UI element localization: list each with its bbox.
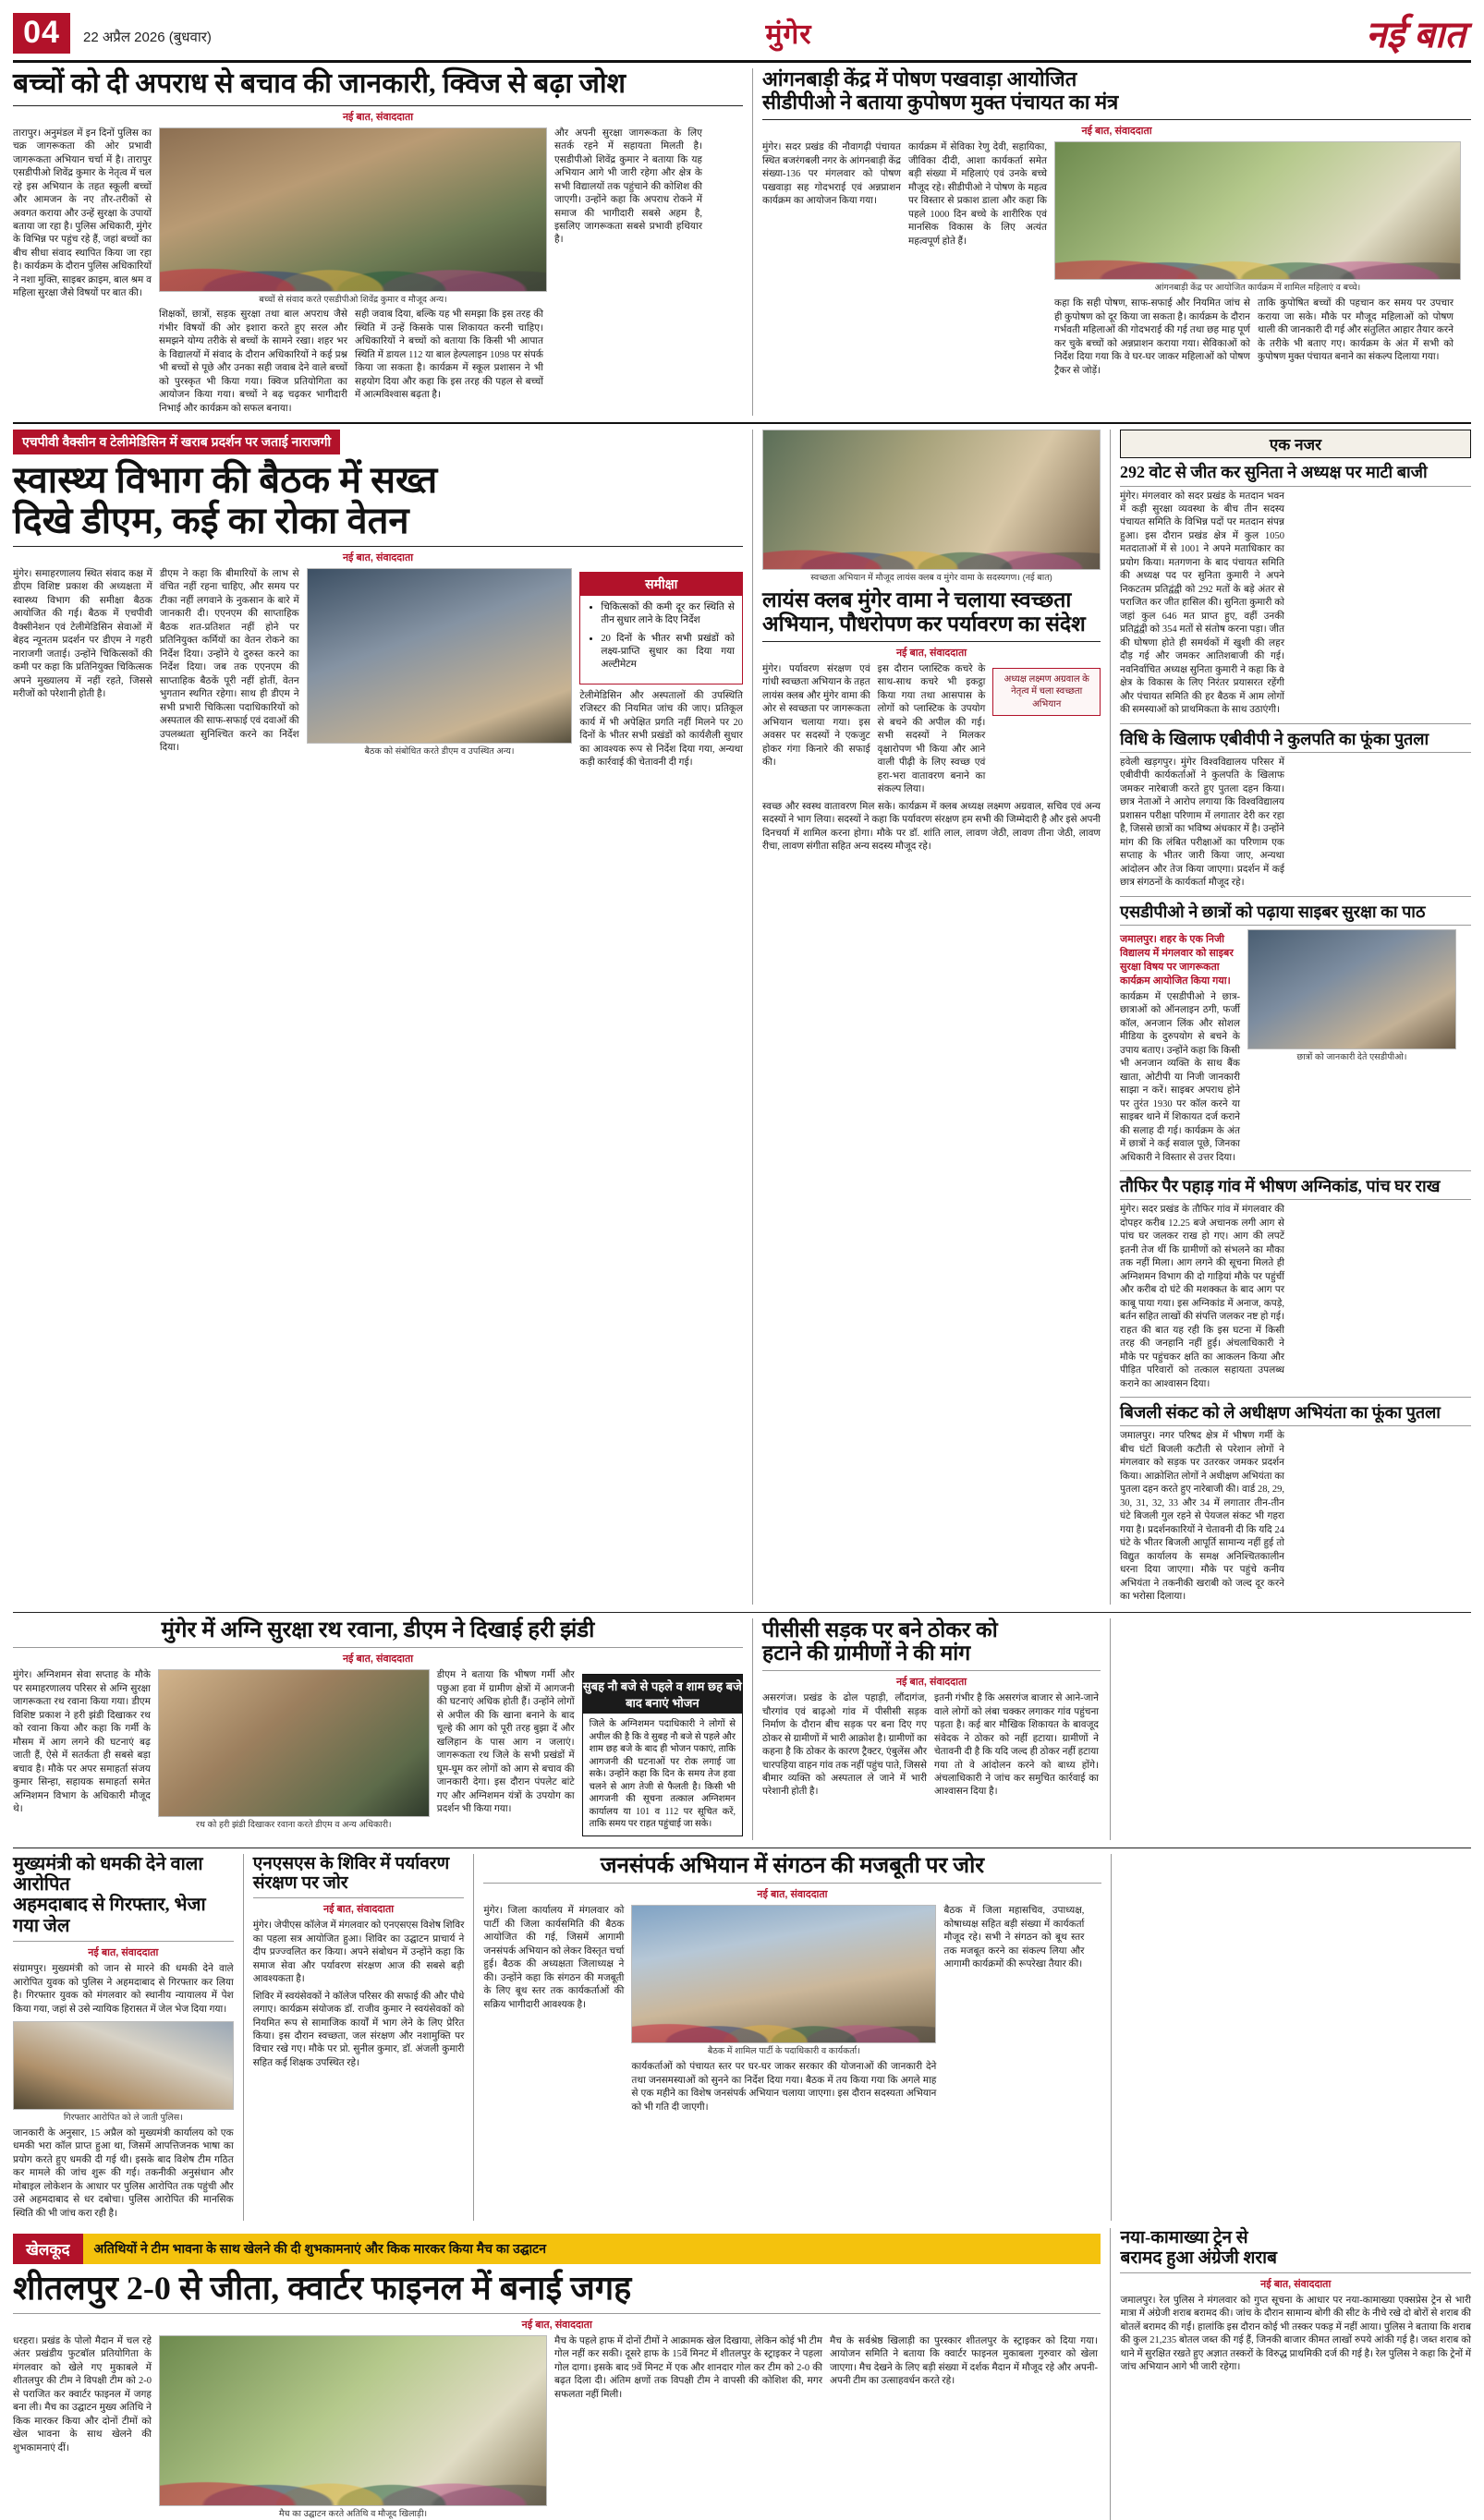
review-box: [579, 572, 743, 685]
review-item: • चिकित्सकों की कमी दूर कर स्थिति से तीन सुधार लाने के दिए निर्देश: [601, 601, 735, 627]
photo-caption: गिरफ्तार आरोपित को ले जाती पुलिस।: [63, 2113, 183, 2124]
pull-quote: अध्यक्ष लक्ष्मण अग्रवाल के नेतृत्व में चला स्वच्छता अभियान: [992, 668, 1101, 717]
photo-credit: (नई बात): [1022, 573, 1052, 584]
article-text: बैठक में जिला महासचिव, उपाध्यक्ष, कोषाध्यक्ष सहित बड़ी संख्या में कार्यकर्ता मौजूद रहे। सभी ने संगठन को बूथ स्तर तक मजबूत करने का संकल्प लिया और आगामी कार्यक्रमों की रूपरेखा तैयार की।: [943, 1906, 1085, 1970]
kicker: एचपीवी वैक्सीन व टेलीमेडिसिन में खराब प्रदर्शन पर जताई नाराजगी: [13, 430, 340, 454]
article-photo: [1054, 141, 1461, 280]
review-box-title: समीक्षा: [580, 573, 742, 596]
middle-section: [13, 430, 1471, 1604]
headline: मुंगेर में अग्नि सुरक्षा रथ रवाना, डीएम ने दिखाई हरी झंडी: [161, 1617, 595, 1642]
article-text: डीएम ने कहा कि बीमारियों के लाभ से वंचित नहीं रहना चाहिए, और समय पर टीका नहीं लगवाने के नुकसान के बारे में जानकारी दी। एएनएम की साप्ताहिक बैठक शत-प्रतिशत नहीं होने पर प्रतिनियुक्त कर्मियों का वेतन रोकने का निर्देश दिया। उन्होंने ये दुरुस्त करने का निर्देश दिया। जब तक एएनएम की साप्ताहिक बैठकें पूरी नहीं होतीं, वेतन भुगतान स्थगित रहेगा। साथ ही डीएम ने सभी प्रभारी चिकित्सा पदाधिकारियों को अस्पताल की साफ-सफाई एवं दवाओं की उपलब्धता सुनिश्चित करने का निर्देश दिया।: [159, 568, 299, 754]
caption-text: स्वच्छता अभियान में मौजूद लायंस क्लब व मुंगेर वामा के सदस्यगण।: [810, 573, 1020, 584]
byline: नई बात, संवाददाता: [521, 2319, 592, 2331]
column-ek-nazar: [1111, 430, 1471, 1604]
top-section: [13, 68, 1471, 416]
sports-and-misc-section: [13, 2228, 1471, 2519]
article-text-continued: [1120, 1618, 1471, 1840]
byline: नई बात, संवाददाता: [322, 1904, 395, 1916]
article-fire-safety-rath: [13, 1618, 752, 1840]
article-text: इस दौरान प्लास्टिक कचरे के साथ-साथ कचरे भी इकट्ठा किया गया तथा आसपास के लोगों को प्लास्टिक के उपयोग से बचने की अपील की गई। सभी सदस्यों ने मिलकर वृक्षारोपण भी किया और आने वाली पीढ़ी के लिए स्वच्छ एवं हरा-भरा वातावरण बनाने का संकल्प लिया।: [877, 663, 986, 795]
article-text: जमालपुर। नगर परिषद क्षेत्र में भीषण गर्मी के बीच घंटों बिजली कटौती से परेशान लोगों ने मंगलवार को सड़क पर उतरकर जमकर प्रदर्शन किया। आक्रोशित लोगों ने अधीक्षण अभियंता का पुतला दहन करते हुए नारेबाजी की। वार्ड 28, 29, 30, 31, 32, 33 और 34 में लगातार तीन-तीन घंटे बिजली गुल रहने से पेयजल संकट भी गहरा गया है। प्रदर्शनकारियों ने चेतावनी दी कि यदि 24 घंटे के भीतर बिजली आपूर्ति सामान्य नहीं हुई तो विद्युत कार्यालय के समक्ष अनिश्चितकालीन धरना दिया जाएगा। मौके पर पहुंचे कनीय अभियंता ने तकनीकी खराबी को जल्द दूर करने का भरोसा दिलाया।: [1120, 1431, 1284, 1603]
article-text-continued: [1292, 757, 1456, 890]
article-photo: [159, 127, 547, 292]
article-text: असरगंज। प्रखंड के ढोल पहाड़ी, लौंदागंज, चौरगांव एवं बाढ़ओ गांव में पीसीसी सड़क निर्माण के दौरान बीच सड़क पर बना दिए गए ठोकर से ग्रामीणों में भारी आक्रोश है। ग्रामीणों का कहना है कि ठोकर के कारण ट्रैक्टर, एंबुलेंस और चारपहिया वाहन गांव तक नहीं पहुंच पाते, जिससे बीमार व्यक्ति को अस्पताल ले जाने में भारी परेशानी होती है।: [762, 1693, 927, 1798]
article-text: मैच के सर्वश्रेष्ठ खिलाड़ी का पुरस्कार शीतलपुर के स्ट्राइकर को दिया गया। आयोजन समिति ने बताया कि क्वार्टर फाइनल मुकाबला गुरुवार को खेला जाएगा। मैच देखने के लिए बड़ी संख्या में दर्शक मैदान में मौजूद रहे और अपनी-अपनी टीम का उत्साहवर्धन करते रहे।: [830, 2335, 1098, 2387]
publication-date: 22 अप्रैल 2026 (बुधवार): [83, 29, 212, 45]
article-jansampark: [474, 1854, 1111, 2222]
article-photo: [13, 2021, 234, 2110]
article-text: मैच के पहले हाफ में दोनों टीमों ने आक्रामक खेल दिखाया, लेकिन कोई भी टीम गोल नहीं कर सकी। दूसरे हाफ के 15वें मिनट में शीतलपुर के स्ट्राइकर ने पहला गोल दागा। इसके बाद 9वें मिनट में एक और शानदार गोल कर टीम को 2-0 की बढ़त दिला दी। अंतिम क्षणों तक विपक्षी टीम ने वापसी की कोशिश की, मगर सफलता नहीं मिली।: [554, 2335, 822, 2400]
article-photo: [631, 1905, 936, 2043]
article-text: मुंगेर। सदर प्रखंड के तौफिर गांव में मंगलवार की दोपहर करीब 12.25 बजे अचानक लगी आग से पांच घर जलकर राख हो गए। आग की लपटें इतनी तेज थीं कि ग्रामीणों को संभलने का मौका तक नहीं मिला। आग लगने की सूचना मिलते ही अग्निशमन विभाग की दो गाड़ियां मौके पर पहुंचीं और करीब दो घंटे की मशक्कत के बाद आग पर काबू पाया गया। इस अग्निकांड में अनाज, कपड़े, बर्तन सहित लाखों की संपत्ति जलकर नष्ट हो गई। राहत की बात यह रही कि इस घटना में किसी तरह की जनहानि नहीं हुई। अंचलाधिकारी ने मौके पर पहुंचकर क्षति का आकलन किया और पीड़ित परिवारों को तत्काल सहायता उपलब्ध कराने का आश्वासन दिया।: [1120, 1205, 1284, 1389]
article-text: और अपनी सुरक्षा जागरूकता के लिए सतर्क रहने में सहायता मिलती है। एसडीपीओ शिवेंद्र कुमार ने बताया कि यह अभियान आगे भी जारी रहेगा और क्षेत्र के सभी विद्यालयों तक पहुंचाने की कोशिश की जाएगी। उन्होंने कहा कि अपराध रोकने में समाज की भागीदारी सबसे अहम है, इसलिए जागरूकता सबसे प्रभावी हथियार है।: [554, 127, 702, 246]
masthead: [13, 11, 1471, 63]
headline-line-1: लायंस क्लब मुंगेर वामा ने चलाया स्वच्छता: [762, 588, 1072, 612]
byline: नई बात, संवाददाता: [895, 1677, 967, 1689]
edition-name: मुंगेर: [765, 19, 812, 50]
headline-line-1: स्वास्थ्य विभाग की बैठक में सख्त: [13, 459, 438, 502]
dateline: जमालपुर। शहर के एक निजी विद्यालय में मंगलवार को साइबर सुरक्षा विषय पर जागरूकता कार्यक्रम आयोजित किया गया।: [1120, 933, 1234, 987]
article-text-continued: [1292, 1204, 1456, 1391]
article-text-continued: [1292, 1430, 1456, 1604]
headline: बिजली संकट को ले अधीक्षण अभियंता का फूंका पुतला: [1120, 1403, 1441, 1423]
headline-line-1: नया-कामाख्या ट्रेन से: [1120, 2228, 1248, 2248]
article-photo: [1247, 929, 1456, 1049]
article-sports: [13, 2228, 1111, 2519]
fire-and-road-section: [13, 1612, 1471, 1840]
article-text: मुंगेर। सदर प्रखंड की नौवागढ़ी पंचायत स्थित बजरंगबली नगर के आंगनबाड़ी केंद्र संख्या-136 पर मंगलवार को पोषण पखवाड़ा सह गोदभराई एवं अन्नप्राशन कार्यक्रम का आयोजन किया गया।: [762, 142, 901, 207]
ek-nazar-spill-2: [1112, 1854, 1472, 2222]
photo-caption: आंगनबाड़ी केंद्र पर आयोजित कार्यक्रम में शामिल महिलाएं व बच्चे।: [1154, 283, 1361, 294]
ek-nazar-spill: [1111, 1618, 1471, 1840]
article-text: ताकि कुपोषित बच्चों की पहचान कर समय पर उपचार कराया जा सके। मौके पर मौजूद महिलाओं को पोषण थाली की जानकारी दी गई और संतुलित आहार तैयार करने के तरीके भी बताए गए। कार्यक्रम के अंत में सभी को कुपोषण मुक्त पंचायत बनाने का संकल्प दिलाया गया।: [1258, 298, 1454, 363]
byline: नई बात, संवाददाता: [895, 647, 967, 659]
article-lions-club: [752, 430, 1111, 1604]
article-pcc-road: [752, 1618, 1111, 1840]
photo-caption: रथ को हरी झंडी दिखाकर रवाना करते डीएम व अन्य अधिकारी।: [195, 1820, 392, 1831]
article-photo: [762, 430, 1101, 570]
photo-caption: बच्चों से संवाद करते एसडीपीओ शिवेंद्र कुमार व मौजूद अन्य।: [259, 294, 447, 305]
article-cm-threat: [13, 1854, 244, 2222]
byline: नई बात, संवाददाता: [757, 1889, 828, 1901]
headline-line-2: हटाने की ग्रामीणों ने की मांग: [762, 1642, 971, 1666]
article-text: हवेली खड़गपुर। मुंगेर विश्वविद्यालय परिसर में एबीवीपी कार्यकर्ताओं ने कुलपति के खिलाफ जमकर नारेबाजी करते हुए पुतला दहन किया। छात्र नेताओं ने आरोप लगाया कि विश्वविद्यालय प्रशासन परीक्षा परिणाम में लगातार देरी कर रहा है, जिससे छात्रों का भविष्य अंधकार में है। उन्होंने मांग की कि लंबित परीक्षाओं का परिणाम एक सप्ताह के भीतर जारी किया जाए, अन्यथा आंदोलन और तेज किया जाएगा। प्रदर्शन में कई छात्र संगठनों के कार्यकर्ता मौजूद रहे।: [1120, 757, 1284, 889]
sports-ribbon-text: अतिथियों ने टीम भावना के साथ खेलने की दी शुभकामनाएं और किक मारकर किया मैच का उद्घाटन: [83, 2234, 1101, 2264]
byline: नई बात, संवाददाता: [342, 551, 414, 563]
headline: एनएसएस के शिविर में पर्यावरण संरक्षण पर जोर: [252, 1853, 450, 1893]
brand-logo: नई बात: [1366, 14, 1466, 55]
article-text: मुंगेर। समाहरणालय स्थित संवाद कक्ष में डीएम विशिष्ट प्रकाश की अध्यक्षता में स्वास्थ्य विभाग की समीक्षा बैठक आयोजित की गई। बैठक में एचपीवी वैक्सीनेशन एवं टेलीमेडिसिन सेवाओं में बेहद न्यूनतम प्रदर्शन पर डीएम ने गहरी नाराजगी जताई। उन्होंने चिकित्सकों की कमी पर कहा कि प्रतिनियुक्त चिकित्सक अपने मुख्यालय में नहीं रहते, जिससे मरीजों को परेशानी होती है।: [13, 568, 152, 700]
article-train-liquor: [1111, 2228, 1471, 2519]
article-text: कार्यक्रम में सेविका रेणु देवी, सहायिका, जीविका दीदी, आशा कार्यकर्ता समेत बड़ी संख्या में महिलाएं एवं उनके बच्चे मौजूद रहे। सीडीपीओ ने पोषण के महत्व पर विस्तार से प्रकाश डाला और कहा कि पहले 1000 दिन बच्चे के शारीरिक एवं मानसिक विकास के लिए अत्यंत महत्वपूर्ण होते हैं।: [908, 142, 1047, 247]
headline-line-1: पीसीसी सड़क पर बने ठोकर को: [762, 1617, 998, 1642]
section-title: एक नजर: [1120, 430, 1471, 458]
article-text: शिविर में स्वयंसेवकों ने कॉलेज परिसर की सफाई की और पौधे लगाए। कार्यक्रम संयोजक डॉ. राजीव कुमार ने स्वयंसेवकों को नियमित रूप से सामाजिक कार्यों में भाग लेने के लिए प्रेरित किया। इस दौरान स्वच्छता, जल संरक्षण और नशामुक्ति पर विचार रखे गए। मौके पर प्रो. सुनील कुमार, डॉ. अंजली कुमारी सहित कई शिक्षक उपस्थित रहे।: [252, 1991, 465, 2068]
headline: शीतलपुर 2-0 से जीता, क्वार्टर फाइनल में बनाई जगह: [13, 2270, 632, 2308]
article-text: कार्यकर्ताओं को पंचायत स्तर पर घर-घर जाकर सरकार की योजनाओं की जानकारी देने तथा जनसमस्याओं को सुनने का निर्देश दिया गया। बैठक में तय किया गया कि अगले माह से एक महीने का विशेष जनसंपर्क अभियान चलाया जाएगा। इस दौरान सदस्यता अभियान को भी गति दी जाएगी।: [631, 2062, 937, 2113]
article-text: जानकारी के अनुसार, 15 अप्रैल को मुख्यमंत्री कार्यालय को एक धमकी भरा कॉल प्राप्त हुआ था, जिसमें आपत्तिजनक भाषा का प्रयोग करते हुए धमकी दी गई थी। इसके बाद विशेष टीम गठित कर मामले की जांच शुरू की गई। तकनीकी अनुसंधान और मोबाइल लोकेशन के आधार पर पुलिस आरोपित तक पहुंची और उसे अहमदाबाद से धर दबोचा। पुलिस आरोपित की मानसिक स्थिति की भी जांच करा रही है।: [13, 2127, 234, 2219]
article-text: जमालपुर। रेल पुलिस ने मंगलवार को गुप्त सूचना के आधार पर नया-कामाख्या एक्सप्रेस ट्रेन से भारी मात्रा में अंग्रेजी शराब बरामद की। जांच के दौरान सामान्य बोगी की सीट के नीचे रखे दो बोरों से शराब की बोतलें बरामद की गईं। हालांकि इस दौरान कोई भी तस्कर पकड़ में नहीं आया। पुलिस ने बताया कि शराब की कुल 21,235 बोतल जब्त की गई हैं, जिनकी बाजार कीमत लाखों रुपये आंकी गई है। जब्त शराब को थाने में सुरक्षित रखते हुए अज्ञात तस्करों के विरुद्ध प्राथमिकी दर्ज की गई है। रेल पुलिस ने कहा कि ट्रेनों में जांच अभियान आगे भी जारी रहेगा।: [1120, 2295, 1471, 2373]
article-text: मुंगेर। जिला कार्यालय में मंगलवार को पार्टी की जिला कार्यसमिति की बैठक आयोजित की गई, जिसमें आगामी जनसंपर्क अभियान को लेकर विस्तृत चर्चा हुई। बैठक की अध्यक्षता जिलाध्यक्ष ने की। उन्होंने कहा कि संगठन की मजबूती के लिए बूथ स्तर तक कार्यकर्ताओं की सक्रिय भागीदारी आवश्यक है।: [483, 1906, 625, 2010]
article-text: मुंगेर। जेपीएस कॉलेज में मंगलवार को एनएसएस विशेष शिविर का पहला सत्र आयोजित हुआ। शिविर का उद्घाटन प्राचार्य ने दीप प्रज्ज्वलित कर किया। अपने संबोधन में उन्होंने कहा कि समाज सेवा और पर्यावरण संरक्षण आज की सबसे बड़ी आवश्यकता है।: [252, 1920, 465, 1985]
photo-caption: मैच का उद्घाटन करते अतिथि व मौजूद खिलाड़ी।: [278, 2508, 428, 2519]
article-health-meeting: [13, 430, 752, 1604]
article-text: टेलीमेडिसिन और अस्पतालों की उपस्थिति रजिस्टर की नियमित जांच की जाए। प्रतिकूल कार्य में भी अपेक्षित प्रगति नहीं मिलने पर 20 दिनों के भीतर सभी प्रखंडों को कार्यशैली सुधार का आवश्यक रूप से निर्देश दिया गया, अन्यथा कड़ी कार्रवाई की चेतावनी दी गई।: [579, 690, 743, 768]
review-item: • 20 दिनों के भीतर सभी प्रखंडों को लक्ष्य-प्राप्ति सुधार का दिया गया अल्टीमेटम: [601, 633, 735, 672]
article-text: कहा कि सही पोषण, साफ-सफाई और नियमित जांच से ही कुपोषण को दूर किया जा सकता है। कार्यक्रम के दौरान गर्भवती महिलाओं की गोदभराई की गई तथा छह माह पूर्ण कर चुके बच्चों को अन्नप्राशन कराया गया। सेविकाओं को निर्देश दिया गया कि वे घर-घर जाकर महिलाओं को पोषण ट्रैकर से जोड़ें।: [1054, 298, 1250, 376]
headline-line-1: आंगनबाड़ी केंद्र में पोषण पखवाड़ा आयोजित: [762, 67, 1077, 91]
article-text: मुंगेर। अग्निशमन सेवा सप्ताह के मौके पर समाहरणालय परिसर से अग्नि सुरक्षा जागरूकता रथ रवाना किया गया। डीएम विशिष्ट प्रकाश ने हरी झंडी दिखाकर रथ को रवाना किया और कहा कि गर्मी के मौसम में आग लगने की घटनाएं बढ़ जाती हैं, ऐसे में सतर्कता ही सबसे बड़ा बचाव है। मौके पर अपर समाहर्ता संजय कुमार सिन्हा, सहायक समाहर्ता समेत अग्निशमन विभाग के अधिकारी मौजूद थे।: [13, 1670, 151, 1815]
lower-section: [13, 1848, 1471, 2222]
sports-ribbon: [13, 2234, 1101, 2264]
article-anganwadi-nutrition: [752, 68, 1471, 416]
article-nss-camp: [244, 1854, 475, 2222]
byline: नई बात, संवाददाता: [1260, 2278, 1332, 2290]
article-text: मुंगेर। पर्यावरण संरक्षण एवं गांधी स्वच्छता अभियान के तहत लायंस क्लब और मुंगेर वामा की ओर से स्वच्छता पर जागरूकता अभियान चलाया गया। इस अवसर पर सदस्यों ने एकजुट होकर गंगा किनारे की सफाई की।: [762, 663, 870, 769]
headline-line-2: बरामद हुआ अंग्रेजी शराब: [1120, 2247, 1277, 2268]
article-text: डीएम ने बताया कि भीषण गर्मी और पछुआ हवा में ग्रामीण क्षेत्रों में आगजनी की घटनाएं अधिक होती हैं। उन्होंने लोगों से अपील की कि खाना बनाने के बाद चूल्हे की आग को पूरी तरह बुझा दें और खलिहान के पास आग न जलाएं। जागरूकता रथ जिले के सभी प्रखंडों में घूम-घूम कर लोगों को आग से बचाव की जानकारी देगा। इस दौरान पंपलेट बांटे गए और अग्निशमन यंत्रों के उपयोग का प्रदर्शन भी किया गया।: [436, 1670, 575, 1815]
article-text: धरहरा। प्रखंड के पोलो मैदान में चल रहे अंतर प्रखंडीय फुटबॉल प्रतियोगिता के मंगलवार को खेले गए मुकाबले में शीतलपुर की टीम ने विपक्षी टीम को 2-0 से पराजित कर क्वार्टर फाइनल में जगह बना ली। मैच का उद्घाटन मुख्य अतिथि ने किक मारकर किया और दोनों टीमों को खेल भावना के साथ खेलने की शुभकामनाएं दीं।: [13, 2335, 152, 2453]
article-text: कार्यक्रम में एसडीपीओ ने छात्र-छात्राओं को ऑनलाइन ठगी, फर्जी कॉल, अनजान लिंक और सोशल मीडिया के दुरुपयोग से बचने के उपाय बताए। उन्होंने कहा कि किसी भी अनजान व्यक्ति के साथ बैंक खाता, ओटीपी या निजी जानकारी साझा न करें। साइबर अपराध होने पर तुरंत 1930 पर कॉल करने या साइबर थाने में शिकायत दर्ज कराने की सलाह दी गई। कार्यक्रम के अंत में छात्रों ने कई सवाल पूछे, जिनका अधिकारी ने विस्तार से उत्तर दिया।: [1120, 991, 1240, 1163]
headline-line-2: अभियान, पौधरोपण कर पर्यावरण का संदेश: [762, 612, 1086, 636]
sidebar-box-text: जिले के अग्निशमन पदाधिकारी ने लोगों से अपील की है कि वे सुबह नौ बजे से पहले और शाम छह बजे के बाद ही भोजन पकाएं, ताकि आगजनी की घटनाओं पर रोक लगाई जा सके। उन्होंने कहा कि दिन के समय तेज हवा चलने से आग तेजी से फैलती है। किसी भी आगजनी की सूचना तत्काल अग्निशमन कार्यालय या 101 व 112 पर सूचित करें, ताकि समय पर राहत पहुंचाई जा सके।: [589, 1719, 736, 1830]
article-photo: [158, 1669, 430, 1817]
article-text-continued: [1292, 491, 1456, 718]
headline: विधि के खिलाफ एबीवीपी ने कुलपति का फूंका पुतला: [1120, 729, 1429, 748]
article-text: संग्रामपुर। मुख्यमंत्री को जान से मारने की धमकी देने वाले आरोपित युवक को पुलिस ने अहमदाबाद से गिरफ्तार कर लिया है। गिरफ्तार युवक को मंगलवार को स्थानीय न्यायालय में पेश किया गया, जहां से उसे न्यायिक हिरासत में जेल भेज दिया गया।: [13, 1964, 234, 2015]
photo-caption: छात्रों को जानकारी देते एसडीपीओ।: [1296, 1051, 1407, 1062]
article-text: शिक्षकों, छात्रों, सड़क सुरक्षा तथा बाल अपराध जैसे गंभीर विषयों की ओर इशारा करते हुए सरल और समझने योग्य तरीके से बच्चों के सामने रखा। शहर भर के विद्यालयों में संवाद के दौरान अधिकारियों ने कई प्रश्न भी बच्चों से पूछे और उनका सही जवाब देने वाले बच्चों को पुरस्कृत भी किया गया। क्विज प्रतियोगिता का आयोजन किया गया। बच्चों ने बढ़ चढ़कर भागीदारी निभाई और कार्यक्रम को सफल बनाया।: [159, 309, 347, 414]
headline-line-2: दिखे डीएम, कई का रोका वेतन: [13, 499, 409, 541]
headline: जनसंपर्क अभियान में संगठन की मजबूती पर जोर: [600, 1853, 985, 1878]
headline: एसडीपीओ ने छात्रों को पढ़ाया साइबर सुरक्षा का पाठ: [1120, 902, 1426, 921]
article-text: तारापुर। अनुमंडल में इन दिनों पुलिस का चक्र जागरूकता की ओर प्रभावी जागरूकता अभियान चर्चा में है। तारापुर एसडीपीओ शिवेंद्र कुमार के नेतृत्व में चल रहे इस अभियान के तहत स्कूली बच्चों और आमजन के नए तौर-तरीकों से अवगत कराया और उन्हें सुरक्षा के उपायों बताया जा रहा है। पुलिस अधिकारी, मुंगेर के विभिन्न पर पहुंच रहे हैं, जहां बच्चों का बीच सीधा संवाद स्थापित किया जा रहा है। कार्यक्रम के दौरान पुलिस अधिकारियों ने नशा मुक्ति, साइबर क्राइम, बाल श्रम व महिला सुरक्षा जैसे विषयों पर बात की।: [13, 127, 152, 299]
sidebar-box-title: सुबह नौ बजे से पहले व शाम छह बजे बाद बनाएं भोजन: [583, 1675, 742, 1714]
article-photo: [159, 2335, 547, 2506]
headline: तौफिर पैर पहाड़ गांव में भीषण अग्निकांड, पांच घर राख: [1120, 1177, 1441, 1196]
headline-line-2: सीडीपीओ ने बताया कुपोषण मुक्त पंचायत का मंत्र: [762, 90, 1119, 114]
photo-caption: बैठक को संबोधित करते डीएम व उपस्थित अन्य।: [364, 745, 515, 757]
sports-ribbon-label: खेलकूद: [13, 2234, 83, 2264]
byline: नई बात, संवाददाता: [342, 111, 414, 123]
headline-line-2: अहमदाबाद से गिरफ्तार, भेजा गया जेल: [13, 1895, 206, 1936]
article-text: मुंगेर। मंगलवार को सदर प्रखंड के मतदान भवन में कड़ी सुरक्षा व्यवस्था के बीच तीन सदस्य पंचायत समिति के विभिन्न पदों पर मतदान संपन्न हुआ। इस दौरान प्रखंड क्षेत्र में कुल 1050 मतदाताओं में से 1001 ने अपने मताधिकार का प्रयोग किया। मतगणना के बाद पंचायत समिति की अध्यक्ष पद पर सुनिता कुमारी ने अपने निकटतम प्रतिद्वंद्वी को 292 मतों के बड़े अंतर से पराजित कर जीत हासिल की। सुनिता कुमारी को जहां कुल 646 मत प्राप्त हुए, वहीं उनकी प्रतिद्वंद्वी को 354 मतों से संतोष करना पड़ा। जीत की घोषणा होते ही समर्थकों में खुशी की लहर दौड़ गई और जमकर आतिशबाजी की गई। नवनिर्वाचित अध्यक्ष सुनिता कुमारी ने कहा कि वे क्षेत्र के विकास के लिए निरंतर प्रयासरत रहेंगी और पंचायत समिति की हर बैठक में आम लोगों की समस्याओं को प्राथमिकता के साथ उठाएंगी।: [1120, 491, 1284, 716]
article-text: स्वच्छ और स्वस्थ वातावरण मिल सके। कार्यक्रम में क्लब अध्यक्ष लक्ष्मण अग्रवाल, सचिव एवं अन्य सदस्यों ने भाग लिया। सदस्यों ने कहा कि पर्यावरण संरक्षण हम सभी की जिम्मेदारी है और इसे अपनी दिनचर्या में शामिल करना होगा। मौके पर डॉ. शांति लाल, लावण जेठी, लावण तीना जेठी, लावण रीचा, लावण संगीता सहित अन्य सदस्य मौजूद रहे।: [762, 801, 1101, 853]
article-text: सही जवाब दिया, बल्कि यह भी समझा कि इस तरह की स्थिति में उन्हें किसके पास शिकायत करनी चाहिए। अधिकारियों ने बच्चों को बताया कि किसी भी आपात स्थिति में डायल 112 या बाल हेल्पलाइन 1098 पर संपर्क किया जा सकता है। कार्यक्रम में स्कूल प्रशासन ने भी सहयोग दिया और कहा कि इस तरह की पहल से बच्चों में आत्मविश्वास बढ़ता है।: [355, 309, 543, 401]
page-number: 04: [13, 13, 70, 54]
article-photo: [307, 568, 573, 744]
photo-caption: बैठक में शामिल पार्टी के पदाधिकारी व कार्यकर्ता।: [707, 2046, 860, 2057]
byline: नई बात, संवाददाता: [342, 1654, 414, 1666]
byline: नई बात, संवाददाता: [88, 1947, 159, 1959]
headline: 292 वोट से जीत कर सुनिता ने अध्यक्ष पर माटी बाजी: [1120, 463, 1428, 482]
article-text: इतनी गंभीर है कि असरगंज बाजार से आने-जाने वाले लोगों को लंबा चक्कर लगाकर गांव पहुंचना पड़ता है। कई बार मौखिक शिकायत के बावजूद संवेदक ने ठोकर को नहीं हटाया। ग्रामीणों ने चेतावनी दी है कि यदि जल्द ही ठोकर नहीं हटाया गया तो वे आंदोलन करने को बाध्य होंगे। अंचलाधिकारी ने जांच कर समुचित कार्रवाई का आश्वासन दिया है।: [934, 1693, 1099, 1798]
headline-line-1: मुख्यमंत्री को धमकी देने वाला आरोपित: [13, 1853, 203, 1895]
byline: नई बात, संवाददाता: [1081, 126, 1152, 138]
sidebar-box: [582, 1674, 743, 1836]
headline: बच्चों को दी अपराध से बचाव की जानकारी, क्विज से बढ़ा जोश: [13, 68, 626, 99]
article-children-crime-awareness: [13, 68, 752, 416]
photo-caption: [762, 570, 1101, 584]
